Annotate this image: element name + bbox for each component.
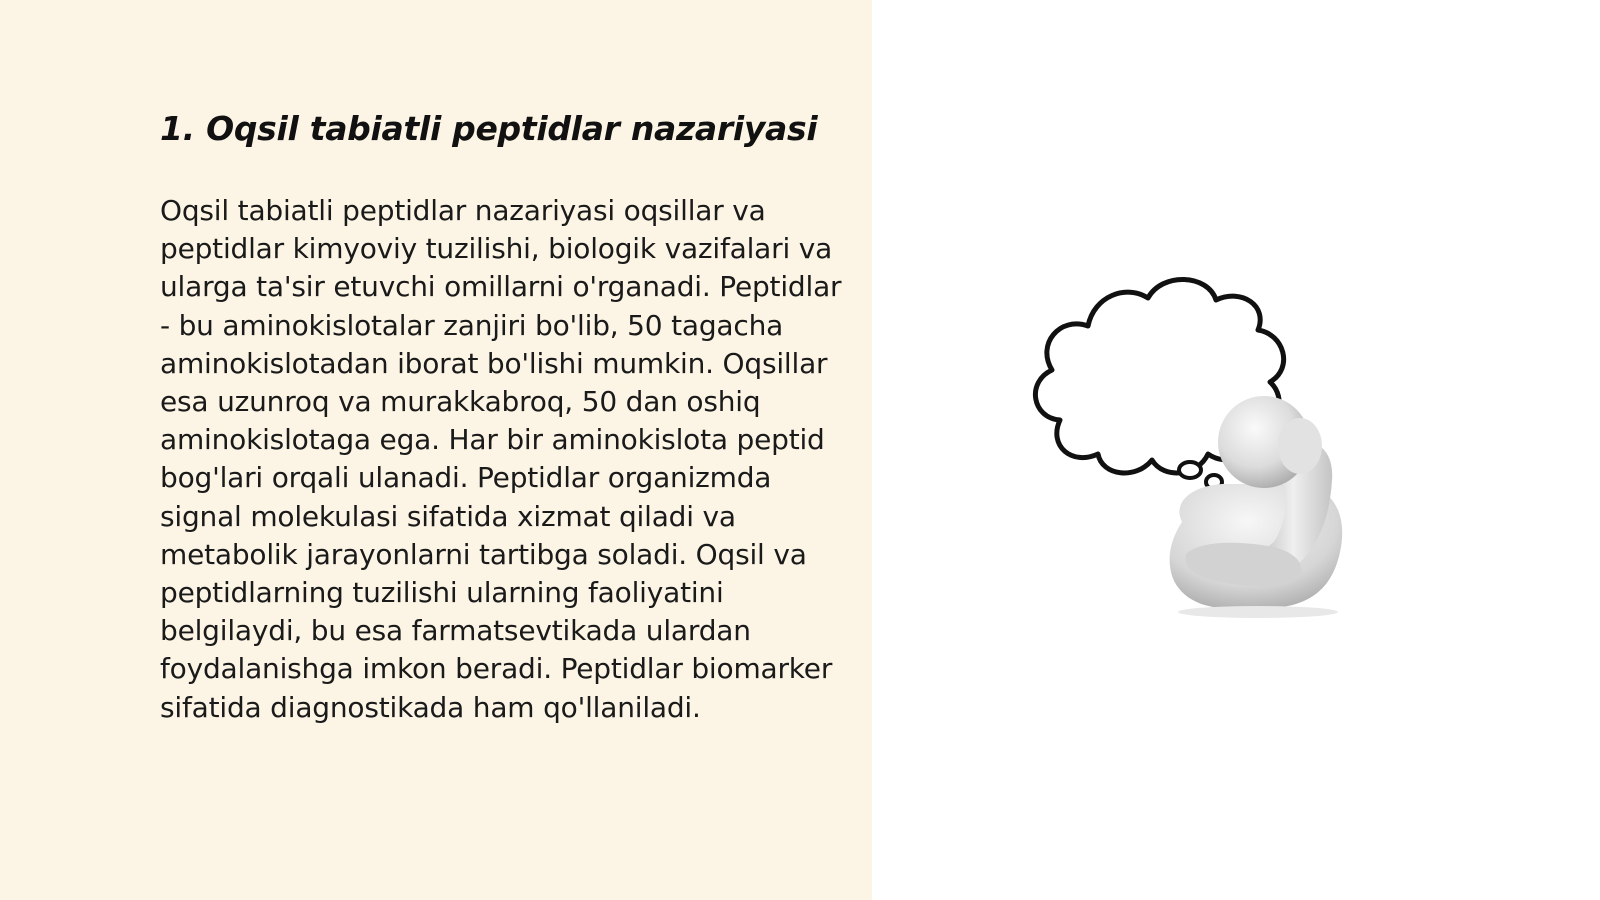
thought-bubble-small-1: [1179, 462, 1201, 478]
image-panel: [872, 0, 1600, 900]
slide-title: 1. Oqsil tabiatli peptidlar nazariyasi: [160, 109, 818, 148]
figure-hand: [1278, 418, 1322, 474]
figure-shadow: [1178, 606, 1338, 618]
thinking-person-icon: [1022, 270, 1352, 620]
slide-body: Oqsil tabiatli peptidlar nazariyasi oqsillar va peptidlar kimyoviy tuzilishi, biologik vazifalari va ularga ta'sir etuvchi omillarni o'rganadi. Peptidlar - bu aminokislotalar zanjiri bo'lib, 50 tagacha aminokislotadan iborat bo'lishi mumkin. Oqsillar esa uzunroq va murakkabroq, 50 dan oshiq aminokislotaga ega. Har bir aminokislota peptid bog'lari orqali ulanadi. Peptidlar organizmda signal molekulasi sifatida xizmat qiladi va metabolik jarayonlarni tartibga soladi. Oqsil va peptidlarning tuzilishi ularning faoliyatini belgilaydi, bu esa farmatsevtikada ulardan foydalanishga imkon beradi. Peptidlar biomarker sifatida diagnostikada ham qo'llaniladi.: [160, 194, 842, 724]
